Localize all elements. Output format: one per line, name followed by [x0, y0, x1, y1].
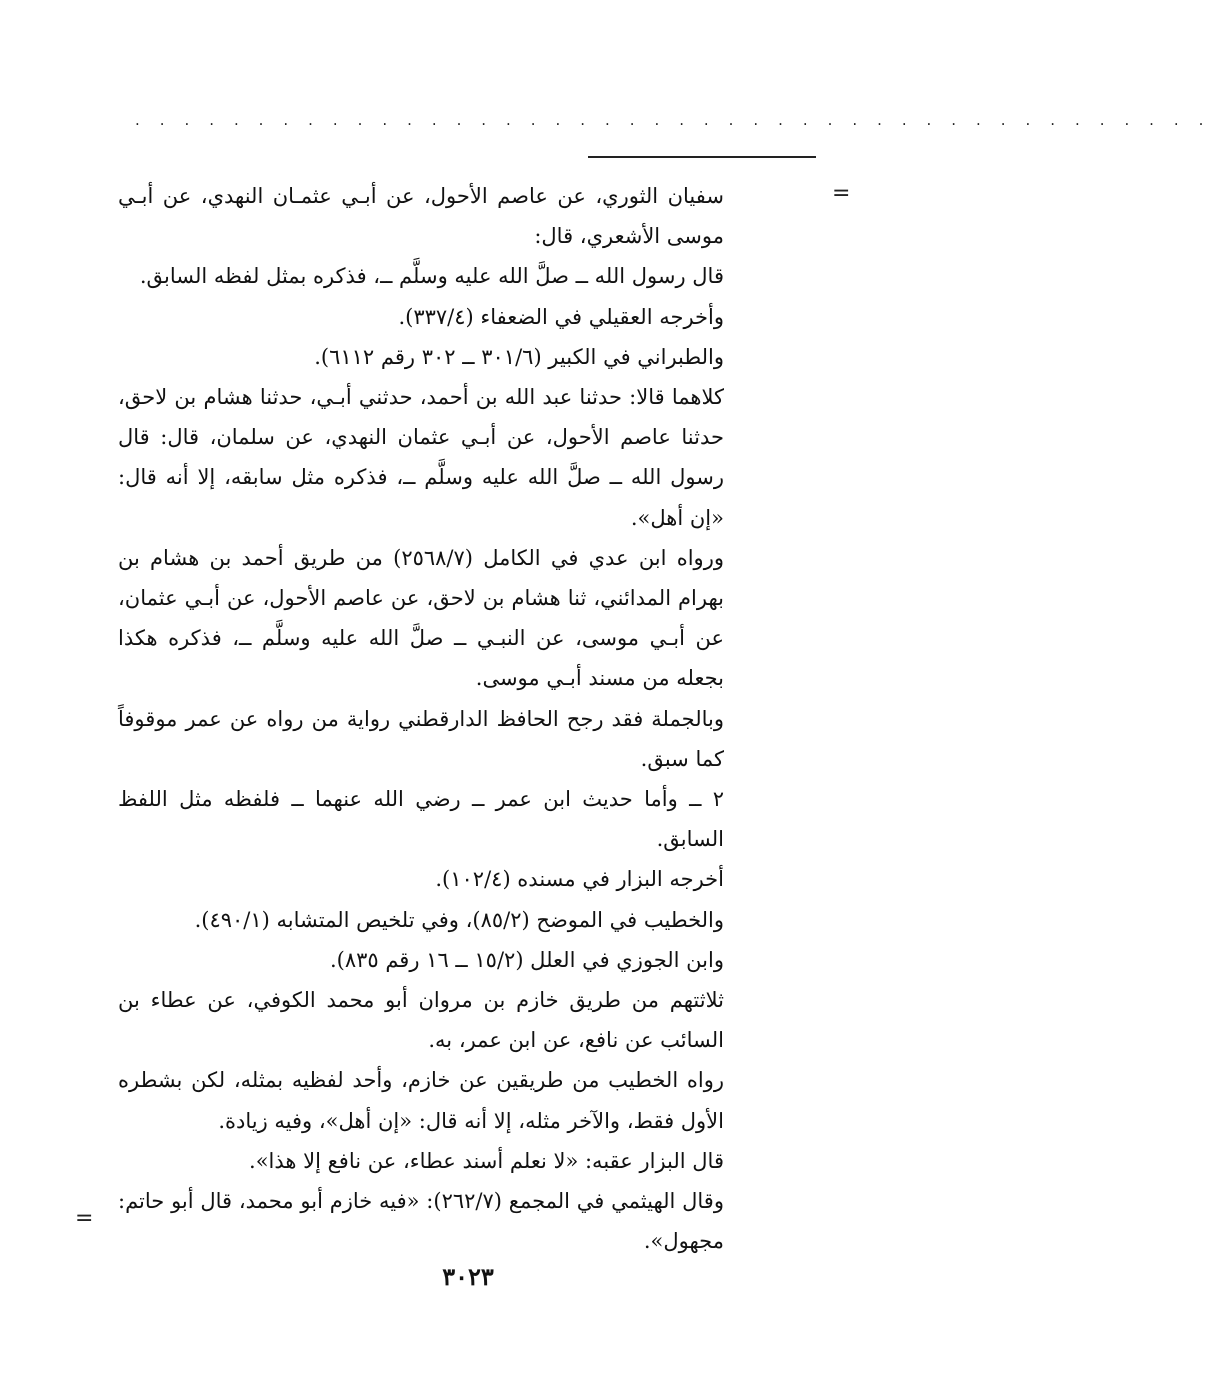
- paragraph: ٢ ــ وأما حديث ابن عمر ــ رضي الله عنهما ــ فلفظه مثل اللفظ السابق.: [118, 787, 724, 852]
- paragraph: رواه الخطيب من طريقين عن خازم، وأحد لفظيه بمثله، لكن بشطره الأول فقط، والآخر مثله، إلا أنه قال: «إن أهل»، وفيه زيادة.: [118, 1068, 724, 1133]
- paragraph: سفيان الثوري، عن عاصم الأحول، عن أبـي عثمـان النهدي، عن أبـي موسى الأشعري، قال:: [118, 184, 724, 249]
- footnote-text: [118, 176, 724, 1261]
- paragraph: قال البزار عقبه: «لا نعلم أسند عطاء، عن نافع إلا هذا».: [249, 1148, 724, 1173]
- paragraph: ثلاثتهم من طريق خازم بن مروان أبو محمد الكوفي، عن عطاء بن السائب عن نافع، عن ابن عمر، به.: [118, 988, 724, 1053]
- paragraph: وابن الجوزي في العلل (١٥/٢ ــ ١٦ رقم ٨٣٥).: [329, 947, 724, 972]
- dotted-separator: . . . . . . . . . . . . . . . . . . . . . . . . . . . . . . . . . . . . . . . . . . . .: [135, 111, 1211, 129]
- continuation-mark-top: =: [832, 181, 851, 206]
- paragraph: أخرجه البزار في مسنده (١٠٢/٤).: [435, 867, 724, 892]
- footnote-rule: [588, 156, 816, 158]
- continuation-mark-bottom: =: [75, 1206, 94, 1231]
- paragraph: وأخرجه العقيلي في الضعفاء (٣٣٧/٤).: [398, 304, 724, 329]
- paragraph: والخطيب في الموضح (٨٥/٢)، وفي تلخيص المتشابه (٤٩٠/١).: [194, 907, 724, 932]
- paragraph: وبالجملة فقد رجح الحافظ الدارقطني رواية من رواه عن عمر موقوفاً كما سبق.: [118, 706, 724, 771]
- paragraph: كلاهما قالا: حدثنا عبد الله بن أحمد، حدثني أبـي، حدثنا هشام بن لاحق، حدثنا عاصم الأحول، عن أبـي عثمان النهدي، عن سلمان، قال: قال رسول الله ــ صلَّ الله عليه وسلَّم ــ، فذكره مثل سابقه، إلا أنه قال: «إن أهل».: [118, 385, 724, 530]
- paragraph: والطبراني في الكبير (٣٠١/٦ ــ ٣٠٢ رقم ٦١١٢).: [314, 344, 724, 369]
- page-number: ٣٠٢٣: [442, 1262, 494, 1291]
- paragraph: ورواه ابن عدي في الكامل (٢٥٦٨/٧) من طريق أحمد بن هشام بن بهرام المدائني، ثنا هشام بن لاحق، عن عاصم الأحول، عن أبـي عثمان، عن أبـي موسى، عن النبـي ــ صلَّ الله عليه وسلَّم ــ، فذكره هكذا بجعله من مسند أبـي موسى.: [118, 545, 724, 691]
- paragraph: قال رسول الله ــ صلَّ الله عليه وسلَّم ــ، فذكره بمثل لفظه السابق.: [139, 264, 724, 289]
- paragraph: وقال الهيثمي في المجمع (٢٦٢/٧): «فيه خازم أبو محمد، قال أبو حاتم: مجهول».: [118, 1189, 724, 1254]
